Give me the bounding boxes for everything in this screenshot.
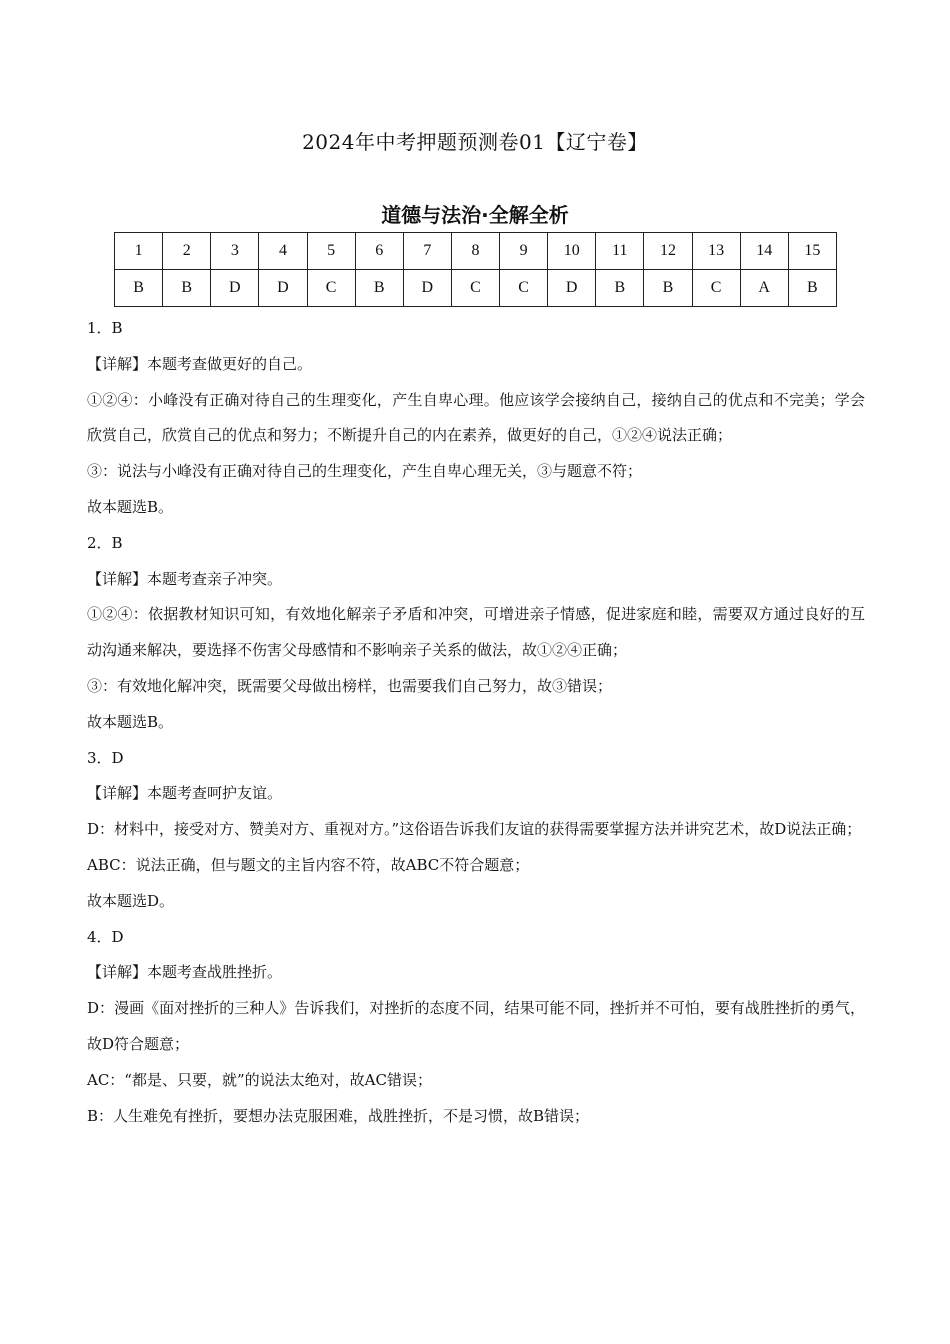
question-number: 2 bbox=[163, 233, 211, 270]
answer-cell: B bbox=[788, 270, 836, 307]
question-heading: 4．D bbox=[87, 927, 124, 946]
explanation-paragraph: D：漫画《面对挫折的三种人》告诉我们，对挫折的态度不同，结果可能不同，挫折并不可怕，要有战胜挫折的勇气，故D符合题意； bbox=[87, 999, 865, 1053]
answer-cell: C bbox=[307, 270, 355, 307]
explanations bbox=[87, 311, 865, 1134]
explanation-summary: 【详解】本题考查战胜挫折。 bbox=[87, 963, 283, 982]
question-number: 11 bbox=[596, 233, 644, 270]
answer-table-number-row bbox=[115, 233, 837, 270]
question-number: 5 bbox=[307, 233, 355, 270]
question-number: 14 bbox=[740, 233, 788, 270]
question-number: 9 bbox=[500, 233, 548, 270]
explanation-paragraph: ①②④：小峰没有正确对待自己的生理变化，产生自卑心理。他应该学会接纳自己，接纳自己的优点和不完美；学会欣赏自己，欣赏自己的优点和努力；不断提升自己的内在素养，做更好的自己，①②④说法正确； bbox=[87, 390, 865, 445]
question-number: 7 bbox=[403, 233, 451, 270]
conclusion: 故本题选B。 bbox=[87, 497, 174, 516]
answer-cell: B bbox=[163, 270, 211, 307]
answer-cell: D bbox=[548, 270, 596, 307]
answer-cell: C bbox=[451, 270, 499, 307]
question-heading: 2．B bbox=[87, 533, 123, 552]
document-title: 2024年中考押题预测卷01【辽宁卷】 bbox=[302, 130, 648, 154]
answer-table-answer-row bbox=[115, 270, 837, 307]
answer-cell: B bbox=[115, 270, 163, 307]
question-number: 3 bbox=[211, 233, 259, 270]
question-number: 1 bbox=[115, 233, 163, 270]
explanation-summary: 【详解】本题考查呵护友谊。 bbox=[87, 784, 283, 803]
answer-cell: C bbox=[692, 270, 740, 307]
question-number: 8 bbox=[451, 233, 499, 270]
answer-cell: C bbox=[500, 270, 548, 307]
question-number: 4 bbox=[259, 233, 307, 270]
explanation-paragraph: B：人生难免有挫折，要想办法克服困难，战胜挫折，不是习惯，故B错误； bbox=[87, 1106, 590, 1125]
conclusion: 故本题选D。 bbox=[87, 891, 175, 910]
question-heading: 3．D bbox=[87, 748, 124, 767]
document-subtitle: 道德与法治·全解全析 bbox=[381, 203, 569, 227]
question-heading: 1．B bbox=[87, 319, 123, 337]
answer-cell: D bbox=[259, 270, 307, 307]
question-number: 10 bbox=[548, 233, 596, 270]
answer-cell: B bbox=[355, 270, 403, 307]
answer-cell: B bbox=[644, 270, 692, 307]
explanation-paragraph: ①②④：依据教材知识可知，有效地化解亲子矛盾和冲突，可增进亲子情感，促进家庭和睦，需要双方通过良好的互动沟通来解决，要选择不伤害父母感情和不影响亲子关系的做法，故①②④正确； bbox=[87, 605, 865, 660]
explanation-summary: 【详解】本题考查做更好的自己。 bbox=[87, 354, 313, 373]
explanation-paragraph: D：材料中，接受对方、赞美对方、重视对方。”这俗语告诉我们友谊的获得需要掌握方法并讲究艺术，故D说法正确； bbox=[87, 820, 862, 839]
explanation-paragraph: AC：“都是、只要，就”的说法太绝对，故AC错误； bbox=[87, 1070, 432, 1089]
answer-cell: D bbox=[211, 270, 259, 307]
explanation-paragraph: ③：有效地化解冲突，既需要父母做出榜样，也需要我们自己努力，故③错误； bbox=[87, 676, 613, 695]
answer-cell: A bbox=[740, 270, 788, 307]
question-number: 13 bbox=[692, 233, 740, 270]
conclusion: 故本题选B。 bbox=[87, 712, 174, 731]
answer-cell: B bbox=[596, 270, 644, 307]
explanation-summary: 【详解】本题考查亲子冲突。 bbox=[87, 569, 283, 588]
answer-table bbox=[114, 232, 837, 307]
answer-cell: D bbox=[403, 270, 451, 307]
question-number: 12 bbox=[644, 233, 692, 270]
question-number: 6 bbox=[355, 233, 403, 270]
explanation-paragraph: ABC：说法正确，但与题文的主旨内容不符，故ABC不符合题意； bbox=[87, 855, 530, 874]
explanation-paragraph: ③：说法与小峰没有正确对待自己的生理变化，产生自卑心理无关，③与题意不符； bbox=[87, 462, 643, 481]
question-number: 15 bbox=[788, 233, 836, 270]
